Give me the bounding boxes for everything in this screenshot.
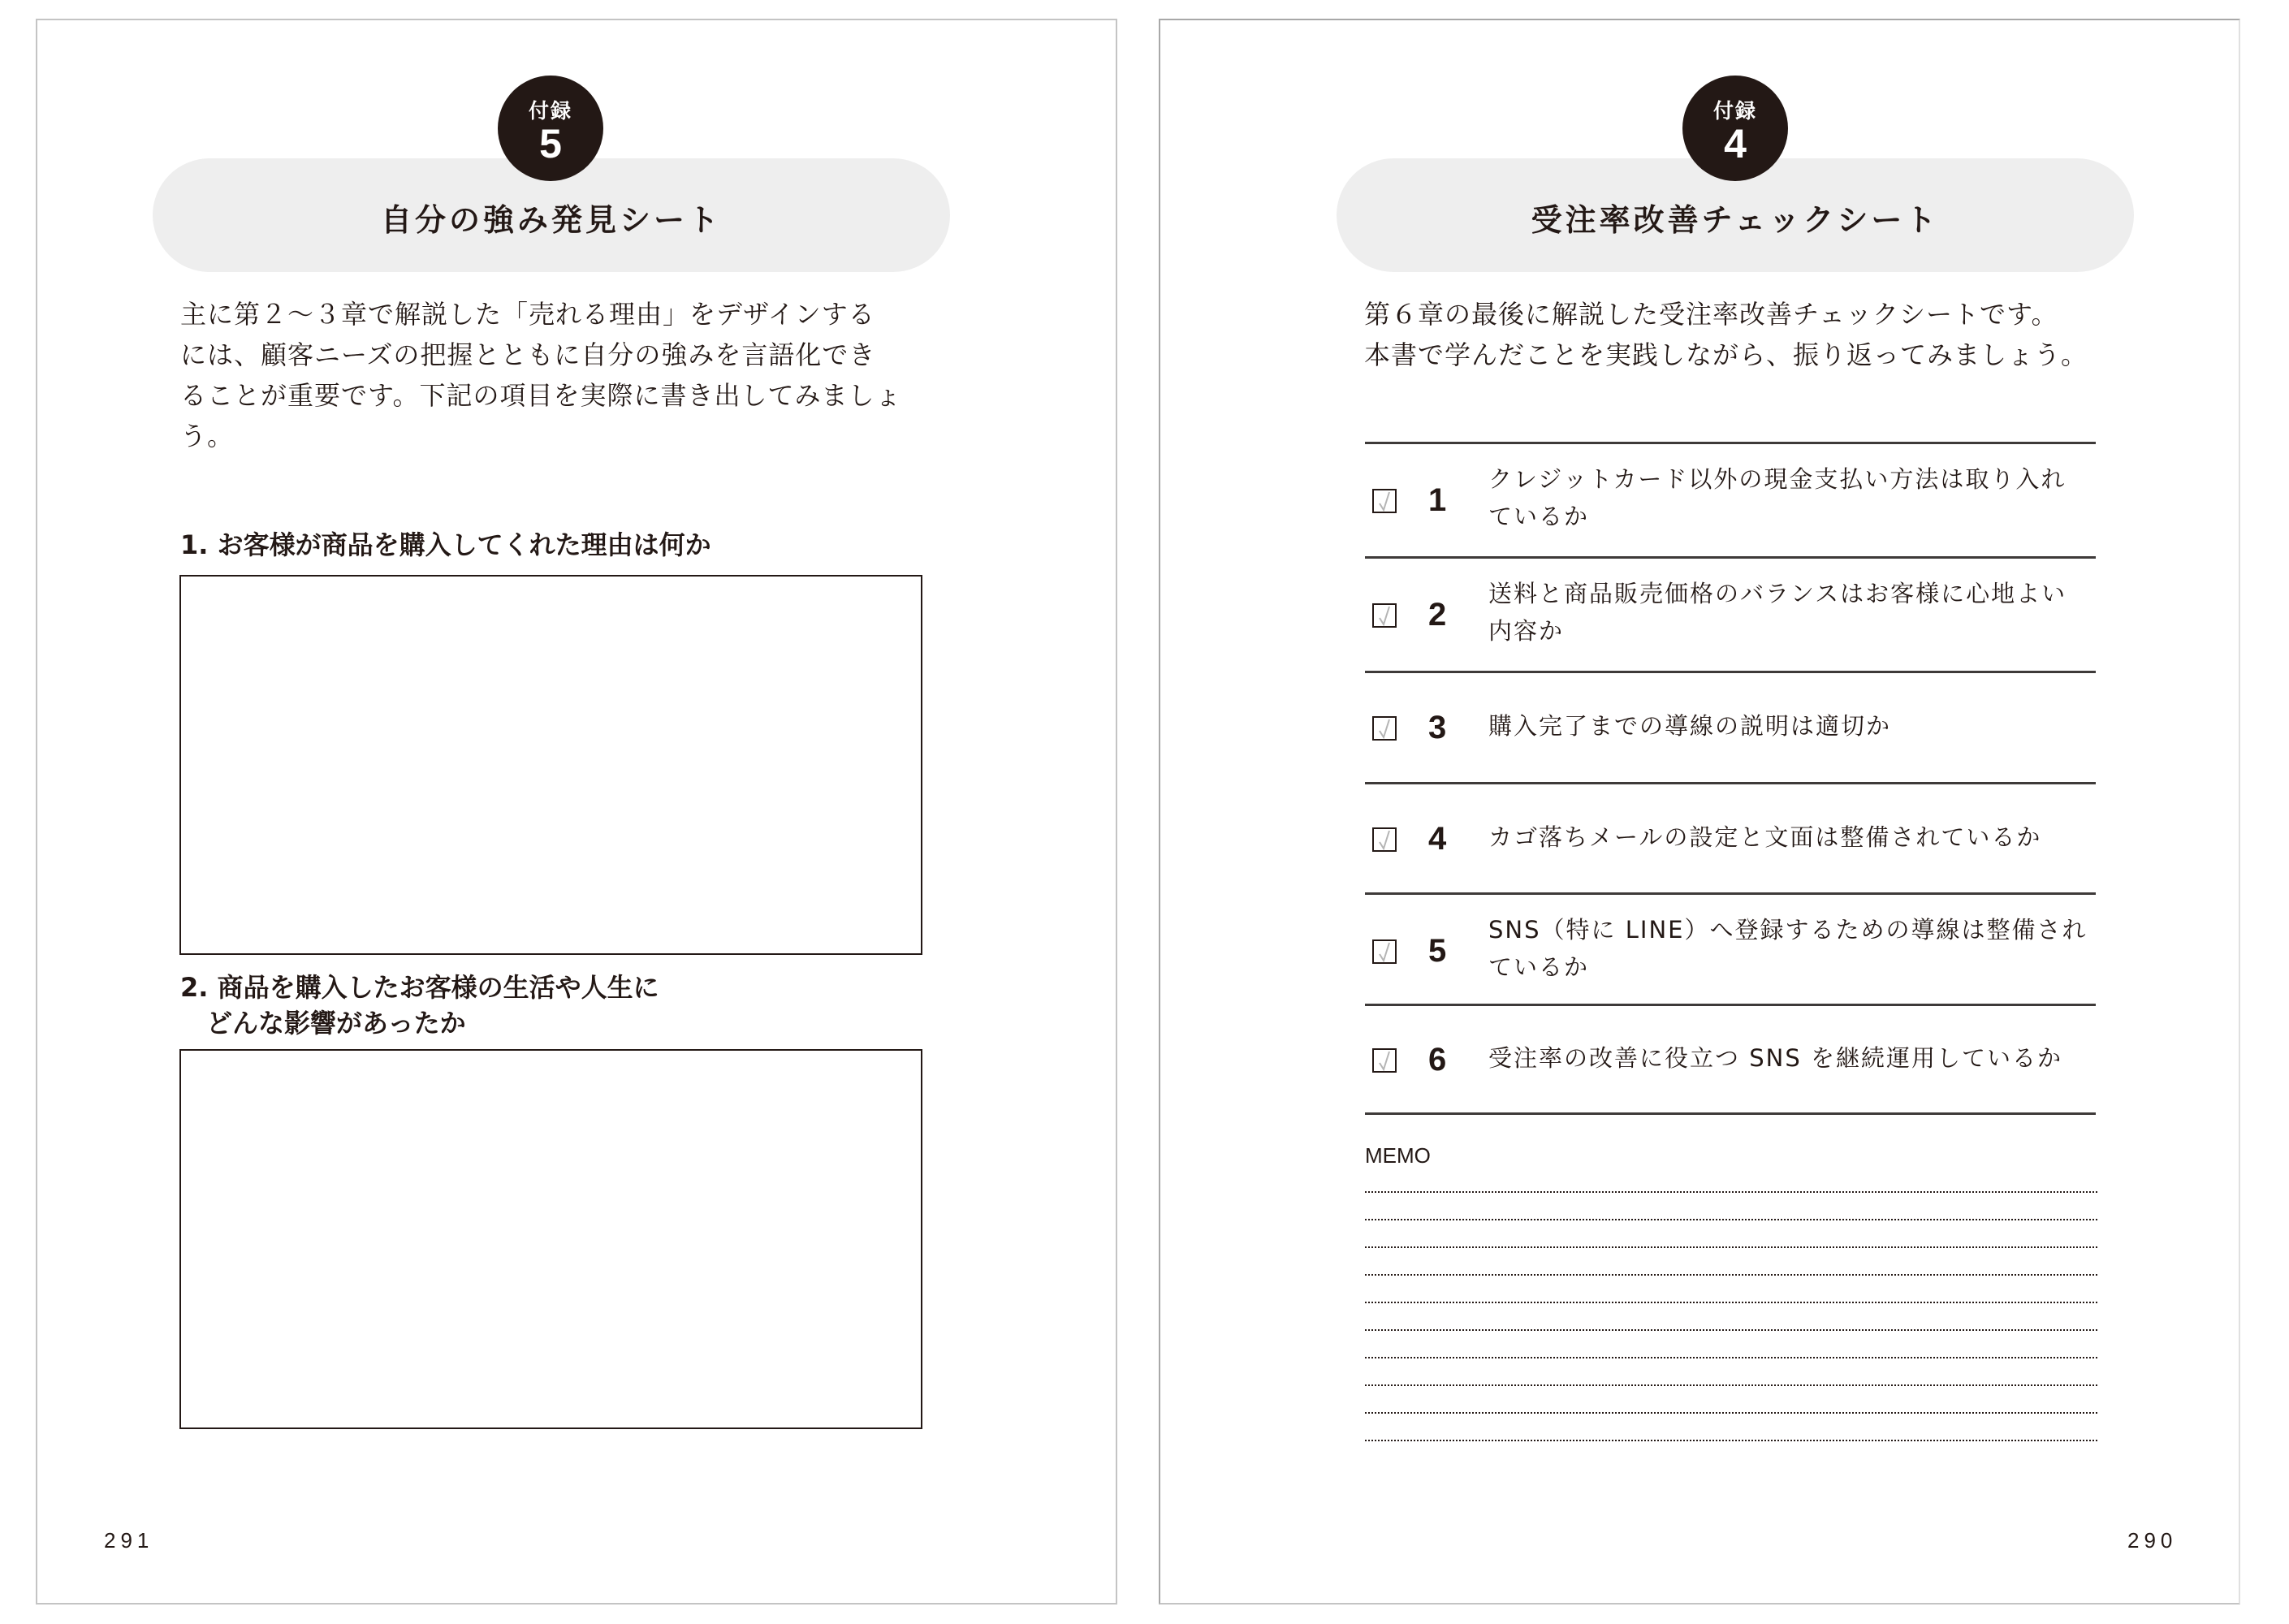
check-mark-icon: [1374, 482, 1398, 515]
answer-box-1[interactable]: [179, 575, 922, 955]
item-line: SNS（特に LINE）へ登録するための導線は整備され: [1488, 916, 2088, 944]
check-mark-icon: [1374, 821, 1398, 853]
question-2-heading: [180, 970, 659, 1041]
memo-line[interactable]: [1365, 1412, 2097, 1414]
item-number: 2: [1428, 597, 1447, 633]
item-number: 4: [1428, 821, 1447, 857]
appendix-badge-5: [498, 76, 603, 181]
checklist-row-1: [1365, 442, 2096, 556]
item-line: 購入完了までの導線の説明は適切か: [1488, 712, 1892, 740]
badge-label: 付録: [528, 99, 572, 123]
item-line: 送料と商品販売価格のバランスはお客様に心地よい: [1488, 580, 2067, 607]
item-line: クレジットカード以外の現金支払い方法は取り入れ: [1488, 465, 2067, 493]
item-number: 5: [1428, 933, 1447, 969]
checklist-row-6: [1365, 1004, 2096, 1113]
intro-line: 主に第２～３章で解説した「売れる理由」をデザインする: [180, 299, 875, 330]
item-text: [1488, 1039, 2089, 1077]
check-mark-icon: [1374, 710, 1398, 742]
page-number-left: 291: [104, 1528, 154, 1553]
checkbox[interactable]: [1372, 1048, 1397, 1073]
item-text: [1488, 575, 2089, 650]
checklist-row-2: [1365, 556, 2096, 671]
memo-line[interactable]: [1365, 1274, 2097, 1276]
checklist: [1365, 0, 2096, 1624]
check-mark-icon: [1374, 933, 1398, 965]
item-number: 1: [1428, 482, 1447, 518]
checkbox[interactable]: [1372, 603, 1397, 628]
item-line: ているか: [1488, 503, 1590, 530]
page-title: 受注率改善チェックシート: [1531, 202, 1940, 238]
intro-line: 本書で学んだことを実践しながら、振り返ってみましょう。: [1364, 339, 2088, 370]
item-line: 内容か: [1488, 617, 1565, 645]
item-number: 3: [1428, 710, 1447, 745]
memo-line[interactable]: [1365, 1329, 2097, 1331]
checklist-row-5: [1365, 892, 2096, 1004]
checklist-row-3: [1365, 671, 2096, 782]
item-line: カゴ落ちメールの設定と文面は整備されているか: [1488, 823, 2042, 851]
checkbox[interactable]: [1372, 489, 1397, 513]
item-line: 受注率の改善に役立つ SNS を継続運用しているか: [1488, 1044, 2062, 1072]
checkbox[interactable]: [1372, 716, 1397, 741]
appendix-badge-4: [1682, 76, 1788, 181]
badge-number: 4: [1724, 121, 1747, 166]
page-title: 自分の強み発見シート: [380, 202, 722, 238]
item-text: [1488, 460, 2089, 535]
question-line: 2. 商品を購入したお客様の生活や人生に: [180, 972, 659, 1003]
item-text: [1488, 818, 2089, 856]
intro-line: 第６章の最後に解説した受注率改善チェックシートです。: [1364, 299, 2058, 330]
page-number-right: 290: [2127, 1528, 2178, 1553]
question-line: どんな影響があったか: [206, 1008, 466, 1039]
memo-line[interactable]: [1365, 1246, 2097, 1248]
item-number: 6: [1428, 1042, 1447, 1078]
question-1-heading: [180, 527, 711, 563]
intro-line: う。: [180, 421, 235, 451]
check-mark-icon: [1374, 597, 1398, 629]
memo-line[interactable]: [1365, 1440, 2097, 1441]
intro-line: ることが重要です。下記の項目を実際に書き出してみましょ: [180, 380, 902, 411]
item-text: [1488, 911, 2089, 986]
checkbox[interactable]: [1372, 939, 1397, 964]
question-line: 1. お客様が商品を購入してくれた理由は何か: [180, 529, 711, 560]
badge-label: 付録: [1712, 99, 1757, 123]
memo-line[interactable]: [1365, 1357, 2097, 1358]
answer-box-2[interactable]: [179, 1049, 922, 1429]
badge-number: 5: [539, 121, 562, 166]
item-text: [1488, 707, 2089, 745]
memo-label: MEMO: [1365, 1143, 1431, 1168]
intro-text: [180, 294, 901, 456]
check-mark-icon: [1374, 1042, 1398, 1074]
divider: [1365, 1112, 2096, 1115]
memo-line[interactable]: [1365, 1384, 2097, 1386]
memo-line[interactable]: [1365, 1191, 2097, 1193]
memo-line[interactable]: [1365, 1302, 2097, 1303]
intro-line: には、顧客ニーズの把握とともに自分の強みを言語化でき: [180, 339, 876, 370]
checkbox[interactable]: [1372, 827, 1397, 852]
checklist-row-4: [1365, 782, 2096, 892]
item-line: ているか: [1488, 953, 1590, 981]
memo-line[interactable]: [1365, 1219, 2097, 1220]
